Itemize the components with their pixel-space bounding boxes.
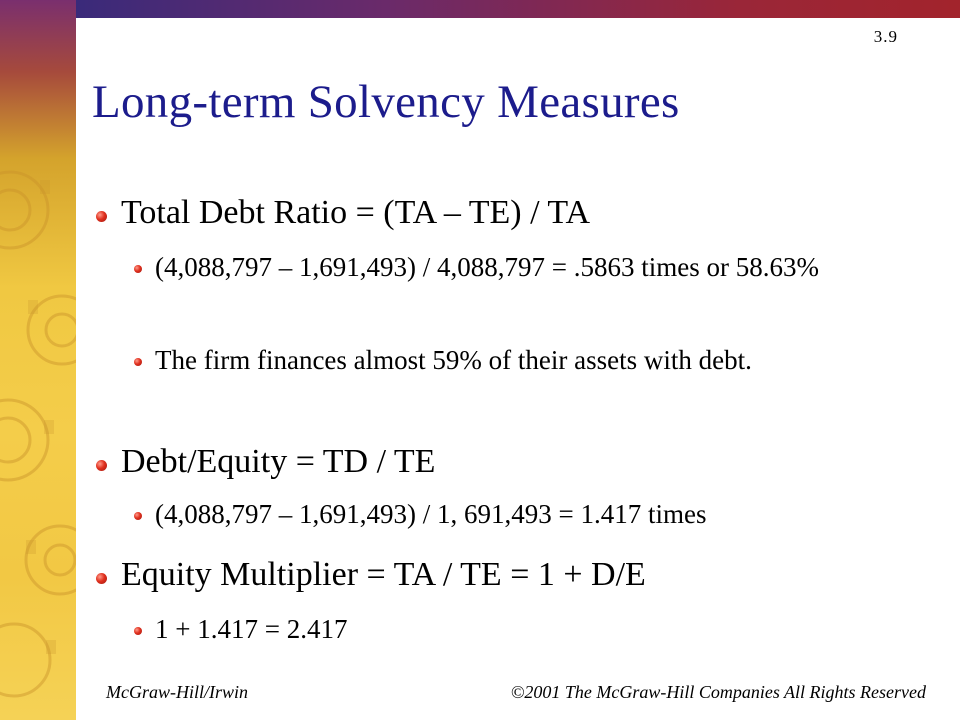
sub-bullet-text: 1 + 1.417 = 2.417 [155,614,348,644]
sub-bullet-text: (4,088,797 – 1,691,493) / 4,088,797 = .5863 times or 58.63% [155,252,819,282]
sub-bullet-text: (4,088,797 – 1,691,493) / 1, 691,493 = 1.417 times [155,499,707,529]
sub-bullet-equity-multiplier-calc [134,611,914,647]
bullet-dot-icon [96,573,107,584]
sub-bullet-text: The firm finances almost 59% of their assets with debt. [155,345,752,375]
bullet-text: Equity Multiplier = TA / TE = 1 + D/E [121,556,646,593]
bullet-dot-icon [96,211,107,222]
bullet-equity-multiplier [96,555,646,595]
bullet-total-debt-ratio [96,193,590,233]
sub-bullet-total-debt-note [134,342,914,378]
bullet-debt-equity [96,442,435,482]
bullet-dot-icon [134,358,142,366]
bullet-text: Debt/Equity = TD / TE [121,443,436,480]
bullet-dot-icon [134,512,142,520]
sub-bullet-total-debt-calc [134,249,914,285]
bullet-dot-icon [134,627,142,635]
sub-bullet-debt-equity-calc [134,496,914,532]
footer-copyright: ©2001 The McGraw-Hill Companies All Rights Reserved [510,682,926,702]
bullet-dot-icon [134,265,142,273]
bullet-dot-icon [96,460,107,471]
footer-publisher: McGraw-Hill/Irwin [106,682,248,702]
slide-number: 3.9 [873,27,898,46]
bullet-text: Total Debt Ratio = (TA – TE) / TA [121,194,591,231]
slide-title: Long-term Solvency Measures [92,76,680,128]
